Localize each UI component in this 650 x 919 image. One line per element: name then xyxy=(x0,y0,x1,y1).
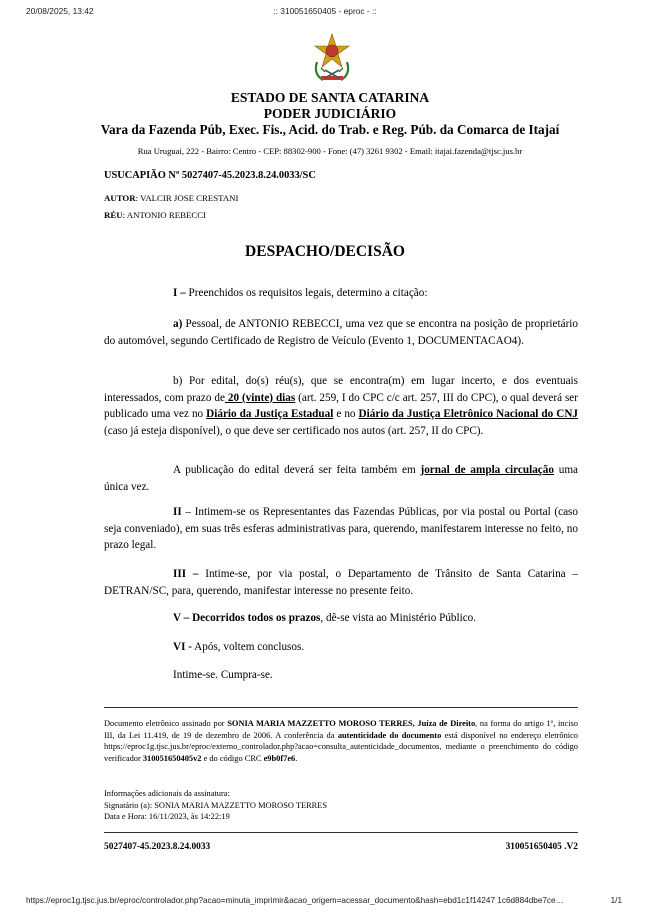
court-name: Vara da Fazenda Púb, Exec. Fis., Acid. do Trab. e Reg. Púb. da Comarca de Itajaí xyxy=(100,122,560,137)
paragraph-5: II – Intimem-se os Representantes das Fazendas Públicas, por via postal ou Portal (caso seja conveniado), em suas três esferas administrativas para, querendo, manifestarem interesse no feito, no prazo legal. xyxy=(104,506,578,552)
court-address: Rua Uruguai, 222 - Bairro: Centro - CEP: 88302-900 - Fone: (47) 3261 9302 - Email: itajai.fazenda@tjsc.jus.br xyxy=(137,146,523,156)
footer-process-number: 5027407-45.2023.8.24.0033 xyxy=(104,842,211,852)
paragraph-2: a) Pessoal, de ANTONIO REBECCI, uma vez que se encontra na posição de proprietário do automóvel, segundo Certificado de Registro de Veículo (Evento 1, DOCUMENTACAO4). xyxy=(104,318,578,347)
author-name: : VALCIR JOSE CRESTANI xyxy=(135,193,239,203)
print-page-number: 1/1 xyxy=(610,896,622,905)
print-page-title: :: 310051650405 - eproc - :: xyxy=(273,6,377,16)
defendant-line xyxy=(104,210,206,220)
signature-info xyxy=(104,788,578,823)
print-url[interactable]: https://eproc1g.tjsc.jus.br/eproc/controlador.php?acao=minuta_imprimir&acao_origem=acessar_documento&hash=ebd1c1f14247 1c6d884dbe7ce… xyxy=(26,896,564,905)
paragraph-3: b) Por edital, do(s) réu(s), que se encontra(m) em lugar incerto, e dos eventuais interessados, com prazo de 20 (vinte) dias (art. 259, I do CPC c/c art. 257, III do CPC), o qual deverá ser publicado uma vez no Diário da Justiça Estadual e no Diário da Justiça Eletrônico Nacional do CNJ (caso já esteja disponível), o que deve ser certificado nos autos (art. 257, II do CPC). xyxy=(104,375,579,437)
judiciary-power: PODER JUDICIÁRIO xyxy=(263,106,397,121)
footer-document-version: 310051650405 .V2 xyxy=(505,842,578,852)
author-line xyxy=(104,193,238,203)
signature-divider xyxy=(104,707,578,708)
paragraph-9: Intime-se. Cumpra-se. xyxy=(173,669,273,681)
state-coat-of-arms-icon xyxy=(309,32,355,84)
signature-signer: Signatário (a): SONIA MARIA MAZZETTO MOROSO TERRES xyxy=(104,800,328,810)
signature-datetime: Data e Hora: 16/11/2023, às 14:22:19 xyxy=(104,812,230,822)
paragraph-6: III – Intime-se, por via postal, o Departamento de Trânsito de Santa Catarina – DETRAN/SC, para, querendo, manifestar interesse no presente feito. xyxy=(104,568,578,597)
defendant-name: : ANTONIO REBECCI xyxy=(122,210,206,220)
paragraph-8: VI - Após, voltem conclusos. xyxy=(173,641,305,653)
defendant-label: RÉU xyxy=(104,210,123,220)
document-title: DESPACHO/DECISÃO xyxy=(245,243,405,260)
paragraph-1: I – Preenchidos os requisitos legais, determino a citação: xyxy=(173,287,428,299)
signature-info-title: Informações adicionais da assinatura: xyxy=(104,789,230,798)
signature-block: Documento eletrônico assinado por SONIA MARIA MAZZETTO MOROSO TERRES, Juíza de Direito, na forma do artigo 1º, inciso III, da Lei 11.419, de 19 de dezembro de 2006. A conferência da autenticidade do documento está disponível no endereço eletrônico https://eproc1g.tjsc.jus.br/eproc/externo_controlador.php?acao=consulta_autenticidade_documentos, mediante o preenchimento do código verificador 310051650405v2 e do código CRC e9b0f7e6. xyxy=(104,719,578,763)
state-name: ESTADO DE SANTA CATARINA xyxy=(230,90,430,105)
paragraph-4: A publicação do edital deverá ser feita também em jornal de ampla circulação uma única vez. xyxy=(104,464,579,493)
paragraph-7: V – Decorridos todos os prazos, dê-se vista ao Ministério Público. xyxy=(173,612,477,624)
footer-divider xyxy=(104,832,578,833)
case-number: USUCAPIÃO Nº 5027407-45.2023.8.24.0033/SC xyxy=(104,170,316,181)
print-datetime: 20/08/2025, 13:42 xyxy=(26,6,94,16)
author-label: AUTOR xyxy=(104,193,136,203)
